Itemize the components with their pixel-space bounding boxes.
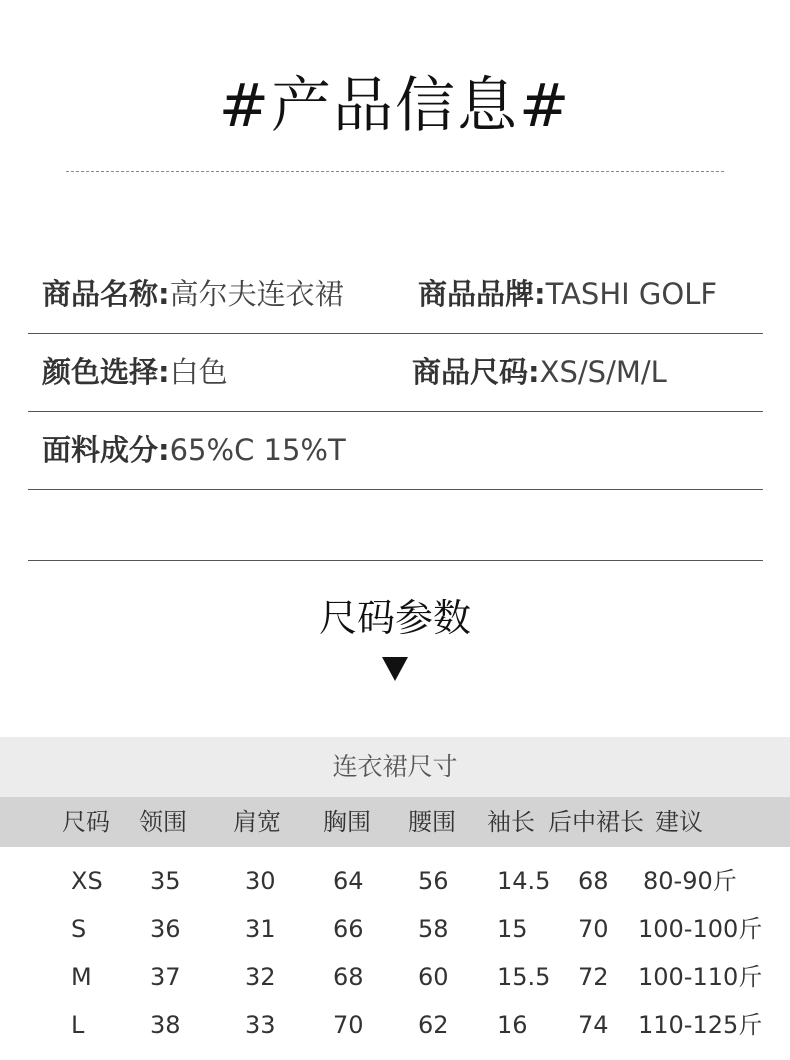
table-cell: 37 <box>150 963 181 991</box>
table-header <box>0 797 790 847</box>
table-cell: 32 <box>245 963 276 991</box>
table-cell: 38 <box>150 1011 181 1039</box>
table-row <box>0 1001 790 1049</box>
divider <box>28 560 763 561</box>
table-cell: 60 <box>418 963 449 991</box>
field-value: 65%C 15%T <box>169 433 346 467</box>
table-cell: 31 <box>245 915 276 943</box>
dotted-divider <box>66 171 724 172</box>
table-cell: 36 <box>150 915 181 943</box>
table-cell: 35 <box>150 867 181 895</box>
table-cell: XS <box>71 867 103 895</box>
field-label: 颜色选择: <box>42 355 170 389</box>
table-cell: 33 <box>245 1011 276 1039</box>
field-value: TASHI GOLF <box>545 277 718 311</box>
info-row <box>28 411 763 490</box>
table-cell: 15 <box>497 915 528 943</box>
table-cell: 80-90斤 <box>643 867 737 895</box>
table-cell: 30 <box>245 867 276 895</box>
table-cell: M <box>71 963 92 991</box>
table-row <box>0 857 790 905</box>
column-header: 肩宽 <box>233 808 281 836</box>
table-cell: 68 <box>578 867 609 895</box>
field-label: 商品尺码: <box>412 355 540 389</box>
column-header: 领围 <box>139 808 187 836</box>
field-label: 面料成分: <box>42 433 170 467</box>
table-cell: 100-110斤 <box>638 963 763 991</box>
table-cell: 68 <box>333 963 364 991</box>
column-header: 尺码 <box>62 808 110 836</box>
table-cell: 16 <box>497 1011 528 1039</box>
table-cell: 14.5 <box>497 867 551 895</box>
info-row <box>28 333 763 412</box>
table-cell: 100-100斤 <box>638 915 763 943</box>
table-cell: 64 <box>333 867 364 895</box>
down-arrow-icon <box>382 657 408 681</box>
table-cell: 70 <box>578 915 609 943</box>
table-cell: 58 <box>418 915 449 943</box>
field-value: 高尔夫连衣裙 <box>169 277 344 311</box>
field-value: 白色 <box>169 355 228 389</box>
product-brand-field <box>418 255 717 333</box>
column-header: 后中裙长 <box>548 808 644 836</box>
table-cell: 70 <box>333 1011 364 1039</box>
page-title: #产品信息# <box>218 71 572 141</box>
fabric-field <box>42 411 346 489</box>
field-label: 商品品牌: <box>418 277 546 311</box>
column-header: 胸围 <box>323 808 371 836</box>
column-header: 袖长 <box>487 808 535 836</box>
table-cell: S <box>71 915 87 943</box>
product-name-field <box>42 255 344 333</box>
color-field <box>42 333 228 411</box>
size-section-title: 尺码参数 <box>318 596 471 640</box>
table-cell: 110-125斤 <box>638 1011 763 1039</box>
field-value: XS/S/M/L <box>539 355 667 389</box>
field-label: 商品名称: <box>42 277 170 311</box>
table-cell: 66 <box>333 915 364 943</box>
table-caption: 连衣裙尺寸 <box>0 737 790 797</box>
size-options-field <box>412 333 667 411</box>
info-row <box>28 255 763 334</box>
column-header: 腰围 <box>408 808 456 836</box>
table-cell: 56 <box>418 867 449 895</box>
table-cell: L <box>71 1011 85 1039</box>
table-cell: 62 <box>418 1011 449 1039</box>
table-row <box>0 953 790 1001</box>
table-cell: 74 <box>578 1011 609 1039</box>
table-row <box>0 905 790 953</box>
column-header: 建议 <box>655 808 703 836</box>
table-cell: 72 <box>578 963 609 991</box>
table-cell: 15.5 <box>497 963 551 991</box>
